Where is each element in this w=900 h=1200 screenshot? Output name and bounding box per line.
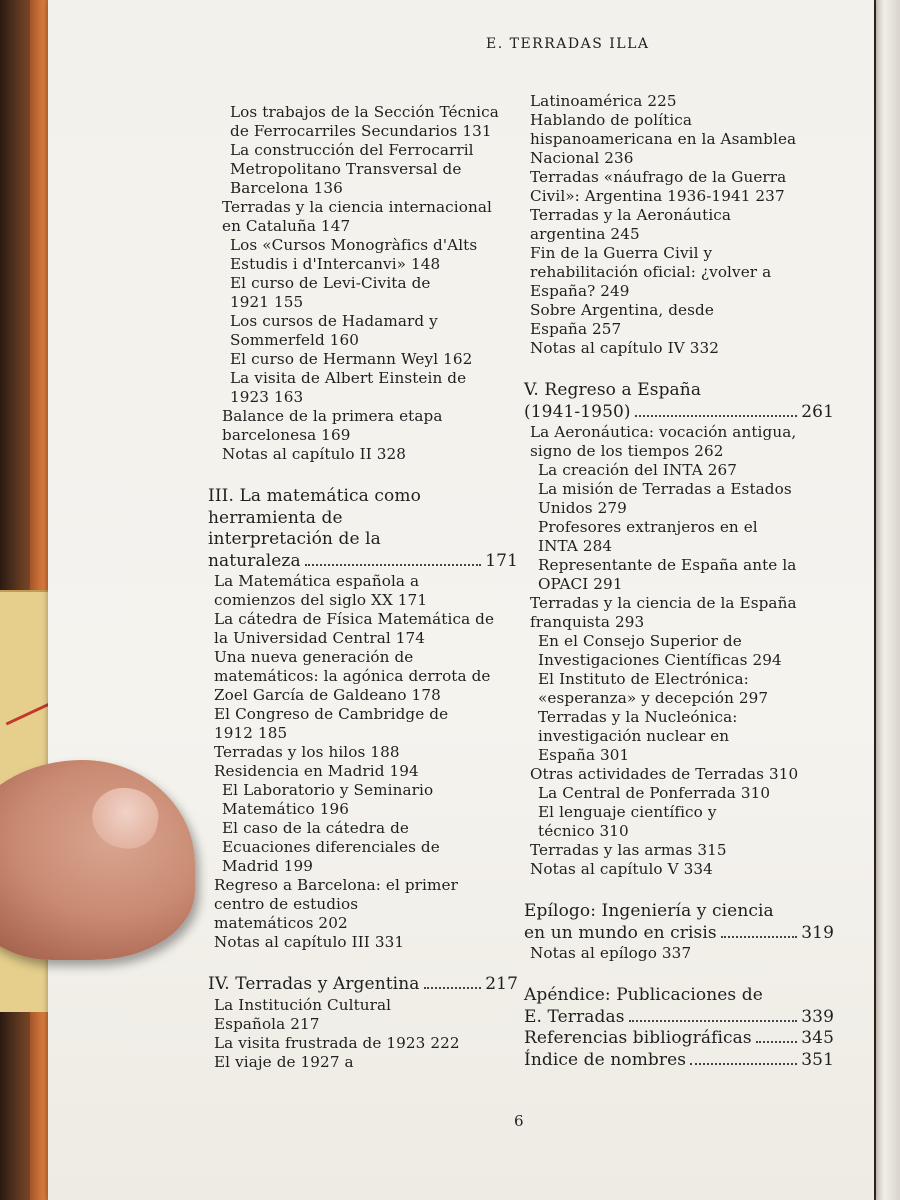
- running-head: E. TERRADAS ILLA: [486, 36, 650, 52]
- toc-entry-line: En el Consejo Superior de: [538, 632, 742, 650]
- background-right: [876, 0, 900, 1200]
- toc-entry-line: Terradas y la Nucleónica:: [538, 708, 738, 726]
- toc-entry-line: 1923 163: [230, 388, 304, 406]
- toc-entry-line: El Congreso de Cambridge de: [214, 705, 449, 723]
- dot-leader: [756, 1032, 798, 1043]
- toc-chapter-line: interpretación de la: [208, 529, 381, 549]
- page-number: 6: [514, 1112, 524, 1130]
- toc-chapter-line: [524, 1028, 834, 1050]
- toc-page-number: 339: [801, 1006, 834, 1027]
- toc-entry-line: la Universidad Central 174: [214, 629, 426, 647]
- toc-entry-line: Terradas y las armas 315: [530, 841, 727, 859]
- toc-entry-line: Notas al capítulo II 328: [222, 445, 407, 463]
- toc-entry-line: argentina 245: [530, 225, 640, 243]
- toc-entry-line: técnico 310: [538, 822, 629, 840]
- toc-entry-line: hispanoamericana en la Asamblea: [530, 130, 797, 148]
- toc-chapter-line: Epílogo: Ingeniería y ciencia: [524, 901, 774, 921]
- toc-entry-line: investigación nuclear en: [538, 727, 730, 745]
- toc-column-right: [524, 92, 834, 1071]
- toc-entry-line: Terradas y la ciencia de la España: [530, 594, 797, 612]
- toc-entry-line: Terradas «náufrago de la Guerra: [530, 168, 787, 186]
- toc-entry-line: El curso de Levi-Civita de: [230, 274, 431, 292]
- section-gap: [524, 963, 834, 985]
- toc-entry-line: Una nueva generación de: [214, 648, 414, 666]
- toc-entry-line: Notas al capítulo III 331: [214, 933, 405, 951]
- toc-entry-line: Metropolitano Transversal de: [230, 160, 462, 178]
- toc-entry-line: Los trabajos de la Sección Técnica: [230, 103, 499, 121]
- toc-entry-line: INTA 284: [538, 537, 613, 555]
- toc-chapter-line: [524, 1007, 834, 1029]
- map-road: [6, 702, 53, 726]
- toc-chapter-line: Apéndice: Publicaciones de: [524, 985, 763, 1005]
- dot-leader: [690, 1053, 797, 1064]
- toc-entry-line: Los «Cursos Monogràfics d'Alts: [230, 236, 478, 254]
- toc-entry-line: La Aeronáutica: vocación antigua,: [530, 423, 797, 441]
- toc-entry-line: Hablando de política: [530, 111, 693, 129]
- toc-entry-line: Matemático 196: [222, 800, 349, 818]
- toc-entry-line: España 257: [530, 320, 622, 338]
- toc-entry-line: Civil»: Argentina 1936-1941 237: [530, 187, 785, 205]
- toc-chapter-line: [524, 402, 834, 424]
- toc-entry-line: franquista 293: [530, 613, 645, 631]
- toc-entry-line: La cátedra de Física Matemática de: [214, 610, 495, 628]
- toc-entry-line: La creación del INTA 267: [538, 461, 738, 479]
- toc-entry-line: Estudis i d'Intercanvi» 148: [230, 255, 441, 273]
- toc-entry-line: OPACI 291: [538, 575, 623, 593]
- dot-leader: [424, 978, 482, 989]
- toc-entry-title: naturaleza: [208, 550, 301, 571]
- dot-leader: [721, 926, 798, 937]
- toc-entry-line: «esperanza» y decepción 297: [538, 689, 769, 707]
- toc-entry-line: Zoel García de Galdeano 178: [214, 686, 441, 704]
- toc-entry-line: Latinoamérica 225: [530, 92, 677, 110]
- toc-chapter-line: herramienta de: [208, 507, 343, 528]
- toc-chapter-line: [524, 923, 834, 945]
- toc-entry-line: en Cataluña 147: [222, 217, 351, 235]
- toc-page-number: 345: [801, 1028, 834, 1048]
- toc-entry-line: El viaje de 1927 a: [214, 1052, 354, 1071]
- toc-entry-line: Barcelona 136: [230, 179, 343, 197]
- section-gap: [208, 952, 518, 974]
- toc-entry-line: Sommerfeld 160: [230, 331, 360, 349]
- toc-chapter-line: [208, 551, 518, 573]
- toc-entry-line: Española 217: [214, 1014, 320, 1033]
- book-page: [48, 0, 874, 1200]
- toc-entry-line: El Laboratorio y Seminario: [222, 781, 434, 799]
- toc-entry-line: comienzos del siglo XX 171: [214, 591, 428, 609]
- toc-entry-line: Notas al epílogo 337: [530, 944, 692, 962]
- toc-entry-line: centro de estudios: [214, 895, 359, 913]
- toc-entry-line: Investigaciones Científicas 294: [538, 651, 782, 669]
- toc-entry-line: España 301: [538, 746, 630, 764]
- toc-entry-line: La Institución Cultural: [214, 995, 392, 1014]
- toc-entry-line: La misión de Terradas a Estados: [538, 480, 792, 498]
- toc-entry-line: El caso de la cátedra de: [222, 819, 410, 837]
- section-gap: [208, 464, 518, 486]
- toc-entry-line: Otras actividades de Terradas 310: [530, 765, 799, 783]
- toc-entry-line: España? 249: [530, 282, 630, 300]
- toc-entry-line: Terradas y la Aeronáutica: [530, 206, 732, 224]
- toc-entry-line: Terradas y los hilos 188: [214, 743, 400, 761]
- dot-leader: [635, 405, 798, 416]
- dot-leader: [629, 1010, 798, 1021]
- toc-entry-line: Nacional 236: [530, 149, 634, 167]
- toc-entry-line: Fin de la Guerra Civil y: [530, 244, 713, 262]
- toc-entry-line: Terradas y la ciencia internacional: [222, 198, 492, 216]
- toc-page-number: 261: [801, 401, 834, 422]
- dot-leader: [305, 554, 482, 565]
- toc-chapter-line: III. La matemática como: [208, 486, 421, 506]
- toc-page-number: 171: [485, 550, 518, 571]
- toc-entry-line: Balance de la primera etapa: [222, 407, 443, 425]
- toc-chapter-line: [208, 974, 518, 996]
- toc-entry-line: Sobre Argentina, desde: [530, 301, 714, 319]
- toc-column-left: [208, 103, 518, 1072]
- toc-entry-line: La Central de Ponferrada 310: [538, 784, 771, 802]
- toc-entry-line: matemáticos 202: [214, 914, 348, 932]
- toc-entry-line: El lenguaje científico y: [538, 803, 717, 821]
- toc-entry-line: Notas al capítulo IV 332: [530, 339, 719, 357]
- toc-page-number: 351: [801, 1049, 834, 1070]
- toc-entry-line: 1912 185: [214, 724, 288, 742]
- toc-chapter-line: [524, 1050, 834, 1072]
- toc-entry-line: Madrid 199: [222, 857, 313, 875]
- toc-entry-line: matemáticos: la agónica derrota de: [214, 667, 491, 685]
- toc-entry-title: en un mundo en crisis: [524, 922, 717, 943]
- toc-entry-line: Ecuaciones diferenciales de: [222, 838, 440, 856]
- toc-entry-title: IV. Terradas y Argentina: [208, 974, 420, 994]
- toc-entry-line: Notas al capítulo V 334: [530, 860, 713, 878]
- toc-entry-title: Referencias bibliográficas: [524, 1028, 752, 1048]
- toc-entry-line: Unidos 279: [538, 499, 627, 517]
- toc-entry-line: rehabilitación oficial: ¿volver a: [530, 263, 772, 281]
- toc-entry-line: 1921 155: [230, 293, 304, 311]
- toc-entry-title: Índice de nombres: [524, 1049, 687, 1070]
- toc-entry-line: de Ferrocarriles Secundarios 131: [230, 122, 492, 140]
- toc-entry-line: signo de los tiempos 262: [530, 442, 724, 460]
- toc-entry-line: La visita de Albert Einstein de: [230, 369, 467, 387]
- toc-page-number: 217: [485, 974, 518, 994]
- toc-entry-line: Representante de España ante la: [538, 556, 797, 574]
- toc-entry-line: Los cursos de Hadamard y: [230, 312, 438, 330]
- section-gap: [524, 358, 834, 380]
- toc-entry-line: Residencia en Madrid 194: [214, 762, 419, 780]
- toc-page-number: 319: [801, 922, 834, 943]
- toc-entry-line: El Instituto de Electrónica:: [538, 670, 749, 688]
- section-gap: [524, 879, 834, 901]
- toc-chapter-line: V. Regreso a España: [524, 380, 702, 400]
- toc-entry-line: Regreso a Barcelona: el primer: [214, 876, 458, 894]
- toc-entry-line: El curso de Hermann Weyl 162: [230, 350, 473, 368]
- toc-entry-line: La Matemática española a: [214, 572, 420, 590]
- toc-entry-title: (1941-1950): [524, 401, 631, 422]
- toc-entry-line: La visita frustrada de 1923 222: [214, 1033, 460, 1052]
- toc-entry-title: E. Terradas: [524, 1006, 625, 1027]
- toc-entry-line: barcelonesa 169: [222, 426, 351, 444]
- toc-entry-line: Profesores extranjeros en el: [538, 518, 758, 536]
- toc-entry-line: La construcción del Ferrocarril: [230, 141, 474, 159]
